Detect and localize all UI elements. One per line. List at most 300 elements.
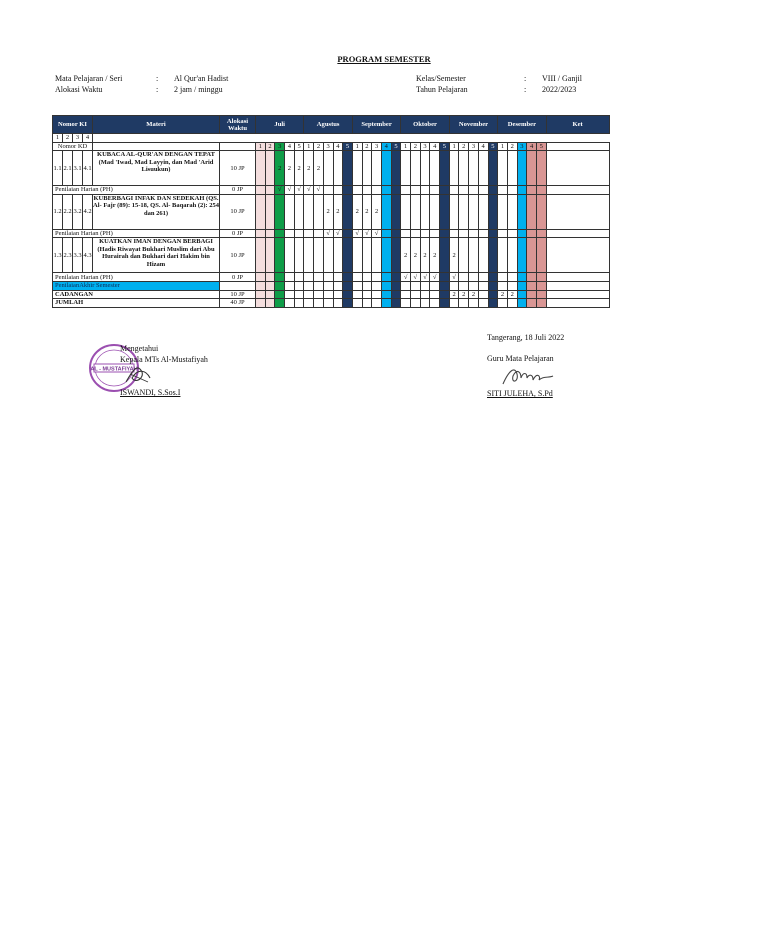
week-cell bbox=[285, 229, 295, 238]
week-cell bbox=[478, 238, 488, 273]
week-cell: 2 bbox=[352, 194, 362, 229]
week-cell: √ bbox=[333, 229, 343, 238]
week-cell: 2 bbox=[507, 290, 517, 299]
blank-cell bbox=[411, 134, 421, 143]
week-cell bbox=[440, 290, 450, 299]
week-number: 1 bbox=[352, 142, 362, 151]
alokasi-cell: 10 JP bbox=[220, 194, 256, 229]
week-cell bbox=[333, 281, 343, 290]
week-cell bbox=[391, 290, 401, 299]
week-cell bbox=[478, 273, 488, 282]
week-cell: 2 bbox=[430, 238, 440, 273]
blank-cell bbox=[256, 134, 266, 143]
header-nomor-ki: Nomor KI bbox=[53, 116, 93, 134]
kd-number: 4.2 bbox=[83, 194, 93, 229]
week-cell: 2 bbox=[459, 290, 469, 299]
week-cell bbox=[440, 186, 450, 195]
week-cell bbox=[517, 281, 527, 290]
week-cell bbox=[275, 299, 285, 308]
week-cell bbox=[352, 290, 362, 299]
week-cell bbox=[517, 186, 527, 195]
week-cell bbox=[488, 194, 498, 229]
info-value: VIII / Ganjil bbox=[542, 74, 582, 83]
week-cell bbox=[536, 290, 546, 299]
week-cell bbox=[333, 186, 343, 195]
week-cell bbox=[352, 151, 362, 186]
week-cell bbox=[430, 151, 440, 186]
week-number: 4 bbox=[478, 142, 488, 151]
stamp-text: AL - MUSTAFIYAH bbox=[90, 366, 138, 373]
info-left bbox=[55, 73, 228, 95]
week-number: 2 bbox=[362, 142, 372, 151]
week-cell bbox=[430, 229, 440, 238]
week-cell bbox=[381, 186, 391, 195]
week-cell bbox=[527, 151, 537, 186]
week-cell bbox=[469, 273, 479, 282]
week-cell bbox=[294, 273, 304, 282]
week-cell bbox=[275, 281, 285, 290]
week-cell bbox=[478, 151, 488, 186]
materi-cell: KUBERBAGI INFAK DAN SEDEKAH (QS. Al- Fajr (89): 15-18, QS. Al- Baqarah (2): 254 dan 261) bbox=[93, 194, 220, 229]
week-cell bbox=[478, 229, 488, 238]
week-number: 5 bbox=[536, 142, 546, 151]
week-number: 2 bbox=[507, 142, 517, 151]
week-cell bbox=[343, 290, 353, 299]
week-cell bbox=[304, 238, 314, 273]
week-cell bbox=[343, 273, 353, 282]
week-cell bbox=[430, 194, 440, 229]
blank-cell bbox=[285, 134, 295, 143]
blank-cell bbox=[527, 134, 537, 143]
week-cell bbox=[449, 151, 459, 186]
header-ket: Ket bbox=[546, 116, 609, 134]
week-cell bbox=[411, 229, 421, 238]
week-cell bbox=[323, 299, 333, 308]
week-cell bbox=[391, 151, 401, 186]
week-cell bbox=[440, 299, 450, 308]
week-cell bbox=[488, 186, 498, 195]
week-cell bbox=[469, 299, 479, 308]
week-cell bbox=[469, 238, 479, 273]
week-cell bbox=[294, 238, 304, 273]
blank-cell bbox=[333, 134, 343, 143]
week-cell: √ bbox=[314, 186, 324, 195]
blank-cell bbox=[93, 134, 220, 143]
week-cell bbox=[323, 186, 333, 195]
week-cell bbox=[498, 151, 508, 186]
info-label: Alokasi Waktu bbox=[55, 85, 103, 94]
week-cell bbox=[420, 151, 430, 186]
kd-number: 3.3 bbox=[73, 238, 83, 273]
kd-number: 2.2 bbox=[63, 194, 73, 229]
week-cell bbox=[333, 151, 343, 186]
week-cell bbox=[507, 299, 517, 308]
info-value: Al Qur'an Hadist bbox=[174, 74, 229, 83]
week-cell: √ bbox=[362, 229, 372, 238]
week-cell bbox=[449, 186, 459, 195]
week-cell bbox=[314, 281, 324, 290]
kd-week-row bbox=[53, 142, 610, 151]
week-number: 1 bbox=[401, 142, 411, 151]
week-cell bbox=[362, 290, 372, 299]
blank-cell bbox=[546, 134, 609, 143]
week-number: 5 bbox=[440, 142, 450, 151]
week-cell bbox=[507, 238, 517, 273]
week-cell bbox=[381, 194, 391, 229]
page-title: PROGRAM SEMESTER bbox=[337, 54, 431, 64]
alokasi-cell: 0 JP bbox=[220, 273, 256, 282]
week-cell bbox=[507, 281, 517, 290]
blank-cell bbox=[449, 134, 459, 143]
week-cell bbox=[430, 299, 440, 308]
row-label: JUMLAH bbox=[53, 299, 220, 308]
week-cell bbox=[333, 238, 343, 273]
week-cell bbox=[304, 299, 314, 308]
week-cell bbox=[469, 281, 479, 290]
week-cell bbox=[401, 290, 411, 299]
kd-number: 1.1 bbox=[53, 151, 63, 186]
blank-cell bbox=[265, 134, 275, 143]
week-cell: 2 bbox=[333, 194, 343, 229]
info-colon: : bbox=[524, 85, 527, 94]
table-row bbox=[53, 273, 610, 282]
week-cell bbox=[459, 281, 469, 290]
signature-right-line1: Guru Mata Pelajaran bbox=[487, 354, 554, 363]
week-cell bbox=[333, 299, 343, 308]
kd-number: 2.3 bbox=[63, 238, 73, 273]
blank-cell bbox=[352, 134, 362, 143]
week-cell bbox=[536, 186, 546, 195]
info-label: Mata Pelajaran / Seri bbox=[55, 74, 123, 83]
ket-cell bbox=[546, 142, 609, 151]
blank-cell bbox=[343, 134, 353, 143]
week-cell bbox=[420, 290, 430, 299]
week-cell: √ bbox=[304, 186, 314, 195]
week-cell bbox=[381, 273, 391, 282]
week-cell: 2 bbox=[469, 290, 479, 299]
ki-number-row bbox=[53, 134, 610, 143]
nomor-kd-label: Nomor KD bbox=[53, 142, 93, 151]
week-cell bbox=[459, 299, 469, 308]
teacher-signature-icon bbox=[499, 364, 559, 388]
week-cell bbox=[478, 290, 488, 299]
week-cell bbox=[372, 281, 382, 290]
table-row bbox=[53, 299, 610, 308]
week-cell bbox=[488, 238, 498, 273]
week-number: 3 bbox=[469, 142, 479, 151]
week-cell bbox=[362, 299, 372, 308]
blank-cell bbox=[488, 134, 498, 143]
week-cell bbox=[536, 299, 546, 308]
week-cell bbox=[256, 229, 266, 238]
week-cell bbox=[391, 299, 401, 308]
week-cell bbox=[469, 194, 479, 229]
ki-number: 2 bbox=[63, 134, 73, 143]
week-cell bbox=[420, 186, 430, 195]
week-number: 4 bbox=[381, 142, 391, 151]
week-cell bbox=[304, 281, 314, 290]
blank-cell bbox=[294, 134, 304, 143]
week-number: 4 bbox=[430, 142, 440, 151]
week-cell bbox=[507, 186, 517, 195]
week-cell bbox=[294, 281, 304, 290]
week-cell bbox=[294, 194, 304, 229]
week-cell bbox=[304, 290, 314, 299]
week-cell bbox=[430, 186, 440, 195]
week-cell: 2 bbox=[420, 238, 430, 273]
week-cell bbox=[372, 238, 382, 273]
week-cell bbox=[527, 290, 537, 299]
row-label: Penilaian Harian (PH) bbox=[53, 186, 220, 195]
week-cell: 2 bbox=[401, 238, 411, 273]
week-cell bbox=[265, 229, 275, 238]
week-cell bbox=[440, 238, 450, 273]
week-cell bbox=[304, 229, 314, 238]
week-cell bbox=[459, 229, 469, 238]
week-cell bbox=[265, 281, 275, 290]
blank-cell bbox=[93, 142, 220, 151]
info-class bbox=[416, 73, 582, 84]
alokasi-cell: 0 JP bbox=[220, 186, 256, 195]
week-cell bbox=[488, 151, 498, 186]
alokasi-cell: 40 JP bbox=[220, 299, 256, 308]
ket-cell bbox=[546, 186, 609, 195]
row-label: Penilaian Harian (PH) bbox=[53, 229, 220, 238]
week-number: 4 bbox=[285, 142, 295, 151]
week-cell bbox=[343, 186, 353, 195]
week-cell bbox=[536, 273, 546, 282]
blank-cell bbox=[440, 134, 450, 143]
table-row bbox=[53, 186, 610, 195]
week-cell bbox=[391, 238, 401, 273]
week-cell: 2 bbox=[449, 290, 459, 299]
kd-number: 3.2 bbox=[73, 194, 83, 229]
week-cell bbox=[343, 299, 353, 308]
week-cell bbox=[352, 281, 362, 290]
week-cell bbox=[527, 299, 537, 308]
header-row bbox=[53, 116, 610, 134]
week-cell bbox=[285, 290, 295, 299]
signature-right-date: Tangerang, 18 Juli 2022 bbox=[487, 333, 565, 342]
week-cell bbox=[488, 229, 498, 238]
signature-left-name: ISWANDI, S.Sos.I bbox=[120, 388, 181, 397]
week-cell bbox=[401, 299, 411, 308]
blank-cell bbox=[391, 134, 401, 143]
signature-left-line2: Kepala MTs Al-Mustafiyah bbox=[120, 355, 208, 364]
week-cell bbox=[440, 273, 450, 282]
row-label: PenilaianAkhir Semester bbox=[53, 281, 220, 290]
week-cell bbox=[256, 299, 266, 308]
week-cell bbox=[381, 229, 391, 238]
week-cell: 2 bbox=[362, 194, 372, 229]
week-cell bbox=[352, 186, 362, 195]
week-cell: √ bbox=[285, 186, 295, 195]
week-cell bbox=[411, 299, 421, 308]
kd-number: 1.3 bbox=[53, 238, 63, 273]
week-cell bbox=[498, 299, 508, 308]
ket-cell bbox=[546, 273, 609, 282]
week-cell: √ bbox=[401, 273, 411, 282]
week-cell: 2 bbox=[449, 238, 459, 273]
blank-cell bbox=[430, 134, 440, 143]
week-cell bbox=[478, 186, 488, 195]
signature-right-name: SITI JULEHA, S.Pd bbox=[487, 389, 553, 398]
kd-number: 4.1 bbox=[83, 151, 93, 186]
week-cell bbox=[498, 229, 508, 238]
week-cell: 2 bbox=[323, 194, 333, 229]
week-cell bbox=[411, 194, 421, 229]
blank-cell bbox=[220, 142, 256, 151]
week-cell bbox=[265, 194, 275, 229]
week-cell bbox=[527, 194, 537, 229]
week-cell bbox=[343, 194, 353, 229]
week-cell bbox=[536, 281, 546, 290]
week-cell bbox=[275, 229, 285, 238]
week-cell bbox=[285, 194, 295, 229]
week-cell bbox=[527, 281, 537, 290]
week-cell: 2 bbox=[275, 151, 285, 186]
week-cell bbox=[517, 273, 527, 282]
week-cell bbox=[420, 194, 430, 229]
week-cell bbox=[275, 273, 285, 282]
week-cell bbox=[265, 238, 275, 273]
blank-cell bbox=[314, 134, 324, 143]
week-cell: 2 bbox=[372, 194, 382, 229]
week-cell bbox=[449, 194, 459, 229]
week-cell bbox=[304, 273, 314, 282]
week-cell bbox=[256, 194, 266, 229]
week-cell bbox=[469, 229, 479, 238]
week-number: 1 bbox=[449, 142, 459, 151]
info-value: 2 jam / minggu bbox=[174, 85, 223, 94]
week-cell bbox=[536, 194, 546, 229]
table-row bbox=[53, 194, 610, 229]
week-cell bbox=[256, 238, 266, 273]
week-cell bbox=[517, 299, 527, 308]
week-cell bbox=[440, 151, 450, 186]
week-cell bbox=[391, 281, 401, 290]
week-number: 5 bbox=[343, 142, 353, 151]
week-cell bbox=[275, 290, 285, 299]
ki-number: 3 bbox=[73, 134, 83, 143]
week-cell bbox=[507, 273, 517, 282]
week-cell bbox=[314, 229, 324, 238]
week-cell bbox=[498, 273, 508, 282]
week-cell bbox=[469, 186, 479, 195]
week-cell bbox=[372, 151, 382, 186]
week-cell bbox=[517, 290, 527, 299]
week-cell bbox=[449, 299, 459, 308]
blank-cell bbox=[381, 134, 391, 143]
week-cell bbox=[440, 281, 450, 290]
info-right bbox=[416, 73, 582, 95]
materi-cell: KUATKAN IMAN DENGAN BERBAGI (Hadis Riwayat Bukhari Muslim dari Abu Hurairah dan Bukhari dari Hakim bin Hizam bbox=[93, 238, 220, 273]
alokasi-cell: 10 JP bbox=[220, 238, 256, 273]
week-number: 5 bbox=[391, 142, 401, 151]
week-cell bbox=[352, 273, 362, 282]
week-cell bbox=[401, 229, 411, 238]
week-cell bbox=[478, 299, 488, 308]
week-cell bbox=[343, 238, 353, 273]
week-cell bbox=[459, 273, 469, 282]
week-cell bbox=[536, 238, 546, 273]
ket-cell bbox=[546, 299, 609, 308]
week-cell bbox=[517, 151, 527, 186]
blank-cell bbox=[517, 134, 527, 143]
row-label: Penilaian Harian (PH) bbox=[53, 273, 220, 282]
week-cell bbox=[285, 273, 295, 282]
week-cell bbox=[507, 229, 517, 238]
week-cell bbox=[362, 186, 372, 195]
week-number: 3 bbox=[323, 142, 333, 151]
table-row bbox=[53, 151, 610, 186]
week-cell bbox=[256, 290, 266, 299]
week-cell bbox=[256, 281, 266, 290]
week-cell bbox=[362, 151, 372, 186]
header-month: September bbox=[352, 116, 400, 134]
week-cell bbox=[333, 273, 343, 282]
week-number: 3 bbox=[420, 142, 430, 151]
week-number: 2 bbox=[411, 142, 421, 151]
week-cell bbox=[527, 186, 537, 195]
alokasi-cell: 0 JP bbox=[220, 229, 256, 238]
week-number: 1 bbox=[256, 142, 266, 151]
week-cell bbox=[420, 299, 430, 308]
week-cell bbox=[391, 229, 401, 238]
week-cell: 2 bbox=[304, 151, 314, 186]
week-cell bbox=[381, 290, 391, 299]
week-cell bbox=[323, 281, 333, 290]
week-number: 4 bbox=[333, 142, 343, 151]
table-row bbox=[53, 281, 610, 290]
week-cell bbox=[401, 151, 411, 186]
week-cell: √ bbox=[294, 186, 304, 195]
week-cell bbox=[440, 194, 450, 229]
week-cell: √ bbox=[372, 229, 382, 238]
ket-cell bbox=[546, 281, 609, 290]
week-cell bbox=[391, 194, 401, 229]
week-cell bbox=[411, 186, 421, 195]
week-cell: √ bbox=[275, 186, 285, 195]
week-number: 1 bbox=[304, 142, 314, 151]
week-cell: √ bbox=[323, 229, 333, 238]
week-cell bbox=[430, 281, 440, 290]
ki-number: 1 bbox=[53, 134, 63, 143]
week-cell bbox=[343, 229, 353, 238]
week-cell bbox=[411, 290, 421, 299]
ket-cell bbox=[546, 290, 609, 299]
week-number: 3 bbox=[275, 142, 285, 151]
week-cell bbox=[381, 281, 391, 290]
week-number: 2 bbox=[459, 142, 469, 151]
info-label: Kelas/Semester bbox=[416, 74, 466, 83]
week-cell bbox=[488, 281, 498, 290]
week-cell bbox=[372, 290, 382, 299]
week-cell bbox=[265, 299, 275, 308]
week-number: 5 bbox=[488, 142, 498, 151]
week-cell bbox=[478, 194, 488, 229]
info-label: Tahun Pelajaran bbox=[416, 85, 468, 94]
alokasi-cell: 10 JP bbox=[220, 290, 256, 299]
week-cell bbox=[507, 194, 517, 229]
table-row bbox=[53, 238, 610, 273]
kd-number: 4.3 bbox=[83, 238, 93, 273]
week-cell bbox=[536, 229, 546, 238]
blank-cell bbox=[401, 134, 411, 143]
week-cell bbox=[372, 186, 382, 195]
week-number: 3 bbox=[372, 142, 382, 151]
week-cell bbox=[391, 186, 401, 195]
